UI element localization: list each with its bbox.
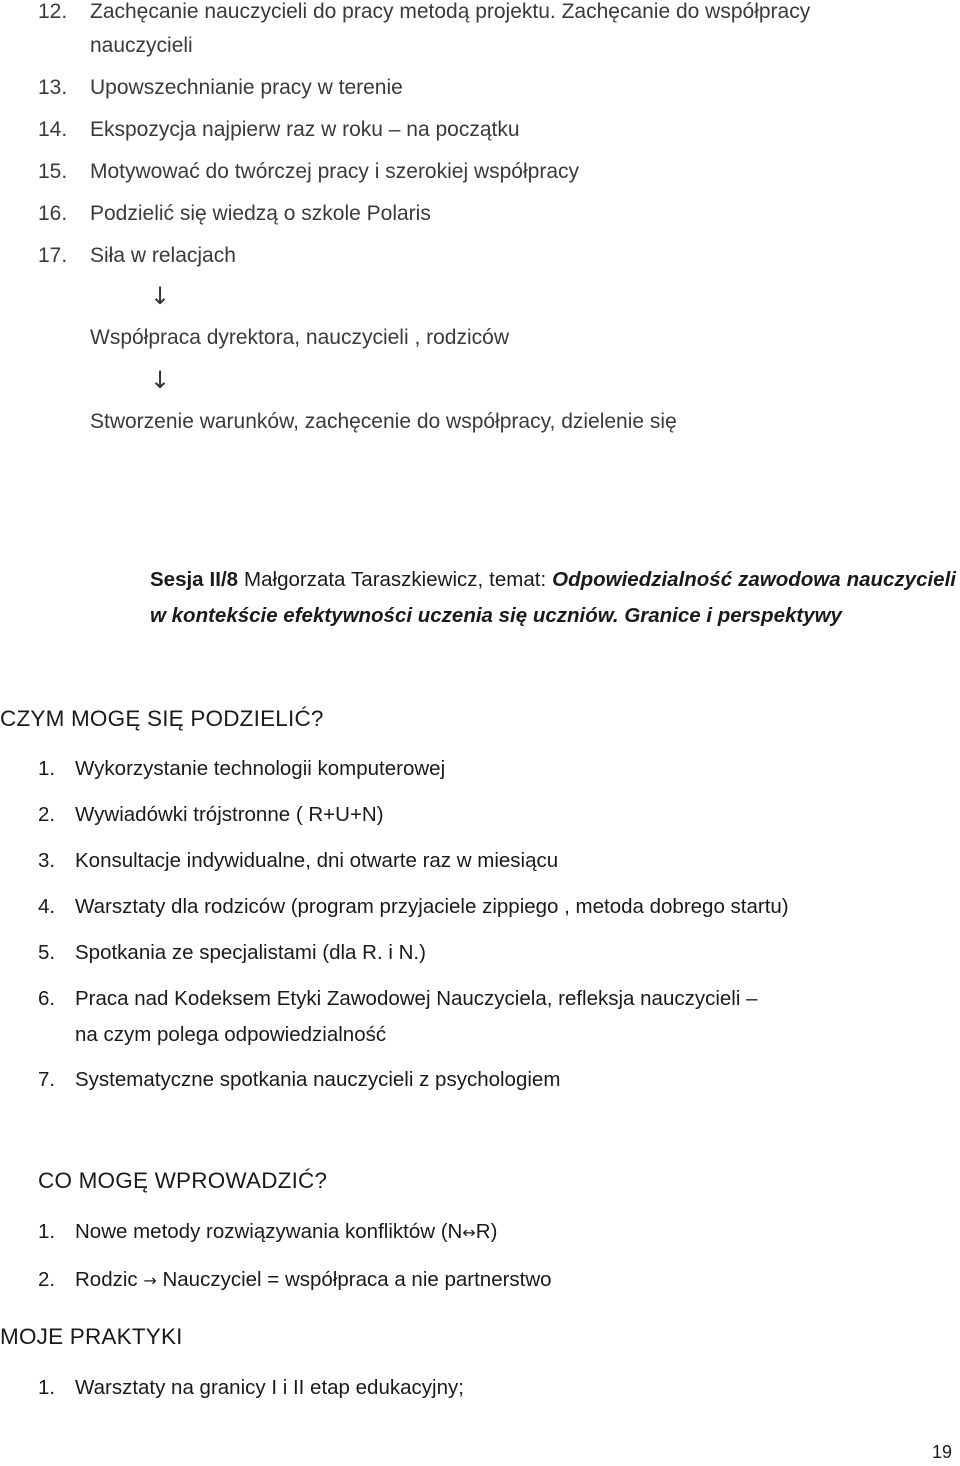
item-number: 16. bbox=[38, 202, 68, 225]
item-text: Systematyczne spotkania nauczycieli z psychologiem bbox=[75, 1068, 561, 1091]
item-number: 1. bbox=[38, 1220, 56, 1243]
item-number: 4. bbox=[38, 895, 56, 918]
section-heading-practices: MOJE PRAKTYKI bbox=[0, 1324, 183, 1349]
item-number: 7. bbox=[38, 1068, 56, 1091]
item-text-line: na czym polega odpowiedzialność bbox=[75, 1023, 387, 1046]
item-text-part: R) bbox=[475, 1220, 498, 1243]
item-number: 5. bbox=[38, 941, 56, 964]
item-text-line: Praca nad Kodeksem Etyki Zawodowej Nauczyciela, refleksja nauczycieli – bbox=[75, 987, 758, 1010]
session-author: Małgorzata Taraszkiewicz, temat: bbox=[238, 568, 553, 591]
flow-step-2: Stworzenie warunków, zachęcenie do współpracy, dzielenie się bbox=[90, 410, 677, 433]
item-text-part: Nauczyciel = współpraca a nie partnerstwo bbox=[156, 1268, 552, 1291]
double-arrow-icon: ↔ bbox=[462, 1223, 476, 1242]
item-number: 12. bbox=[38, 0, 68, 23]
flow-step-1: Współpraca dyrektora, nauczycieli , rodziców bbox=[90, 326, 509, 349]
item-number: 6. bbox=[38, 987, 56, 1010]
item-text: Motywować do twórczej pracy i szerokiej współpracy bbox=[90, 160, 579, 183]
item-number: 15. bbox=[38, 160, 68, 183]
item-text bbox=[75, 1262, 875, 1299]
item-text: Wywiadówki trójstronne ( R+U+N) bbox=[75, 803, 384, 826]
section-heading-introduce: CO MOGĘ WPROWADZIĆ? bbox=[38, 1168, 328, 1193]
item-number: 17. bbox=[38, 244, 68, 267]
item-text: Siła w relacjach bbox=[90, 244, 236, 267]
item-text: Podzielić się wiedzą o szkole Polaris bbox=[90, 202, 431, 225]
item-number: 13. bbox=[38, 76, 68, 99]
item-text: Warsztaty dla rodziców (program przyjaciele zippiego , metoda dobrego startu) bbox=[75, 895, 789, 918]
item-number: 14. bbox=[38, 118, 68, 141]
item-text-part: Rodzic bbox=[75, 1268, 144, 1291]
item-number: 3. bbox=[38, 849, 56, 872]
down-arrow-icon: ↓ bbox=[150, 366, 171, 394]
item-text bbox=[75, 981, 875, 1053]
item-text: Ekspozycja najpierw raz w roku – na początku bbox=[90, 118, 520, 141]
page-number: 19 bbox=[932, 1442, 953, 1462]
item-text-part: Nowe metody rozwiązywania konfliktów (N bbox=[75, 1220, 463, 1243]
session-label: Sesja II/8 bbox=[150, 568, 239, 591]
item-text: Warsztaty na granicy I i II etap edukacyjny; bbox=[75, 1376, 464, 1399]
item-number: 1. bbox=[38, 1376, 56, 1399]
item-text: Spotkania ze specjalistami (dla R. i N.) bbox=[75, 941, 426, 964]
item-text bbox=[75, 1214, 875, 1251]
item-text: Konsultacje indywidualne, dni otwarte raz w miesiącu bbox=[75, 849, 559, 872]
item-number: 2. bbox=[38, 803, 56, 826]
item-text: Wykorzystanie technologii komputerowej bbox=[75, 757, 446, 780]
item-number: 2. bbox=[38, 1268, 56, 1291]
item-text bbox=[90, 0, 910, 63]
section-heading-share: CZYM MOGĘ SIĘ PODZIELIĆ? bbox=[0, 706, 324, 731]
item-number: 1. bbox=[38, 757, 56, 780]
right-arrow-icon: → bbox=[143, 1271, 157, 1290]
session-paragraph bbox=[150, 562, 956, 634]
item-text-line: Zachęcanie nauczycieli do pracy metodą projektu. Zachęcanie do współpracy bbox=[90, 0, 811, 23]
down-arrow-icon: ↓ bbox=[150, 282, 171, 310]
session-topic: Odpowiedzialność zawodowa nauczycieli w kontekście efektywności uczenia się uczniów. Granice i perspektywy bbox=[150, 568, 956, 627]
item-text: Upowszechnianie pracy w terenie bbox=[90, 76, 403, 99]
item-text-line: nauczycieli bbox=[90, 34, 193, 57]
